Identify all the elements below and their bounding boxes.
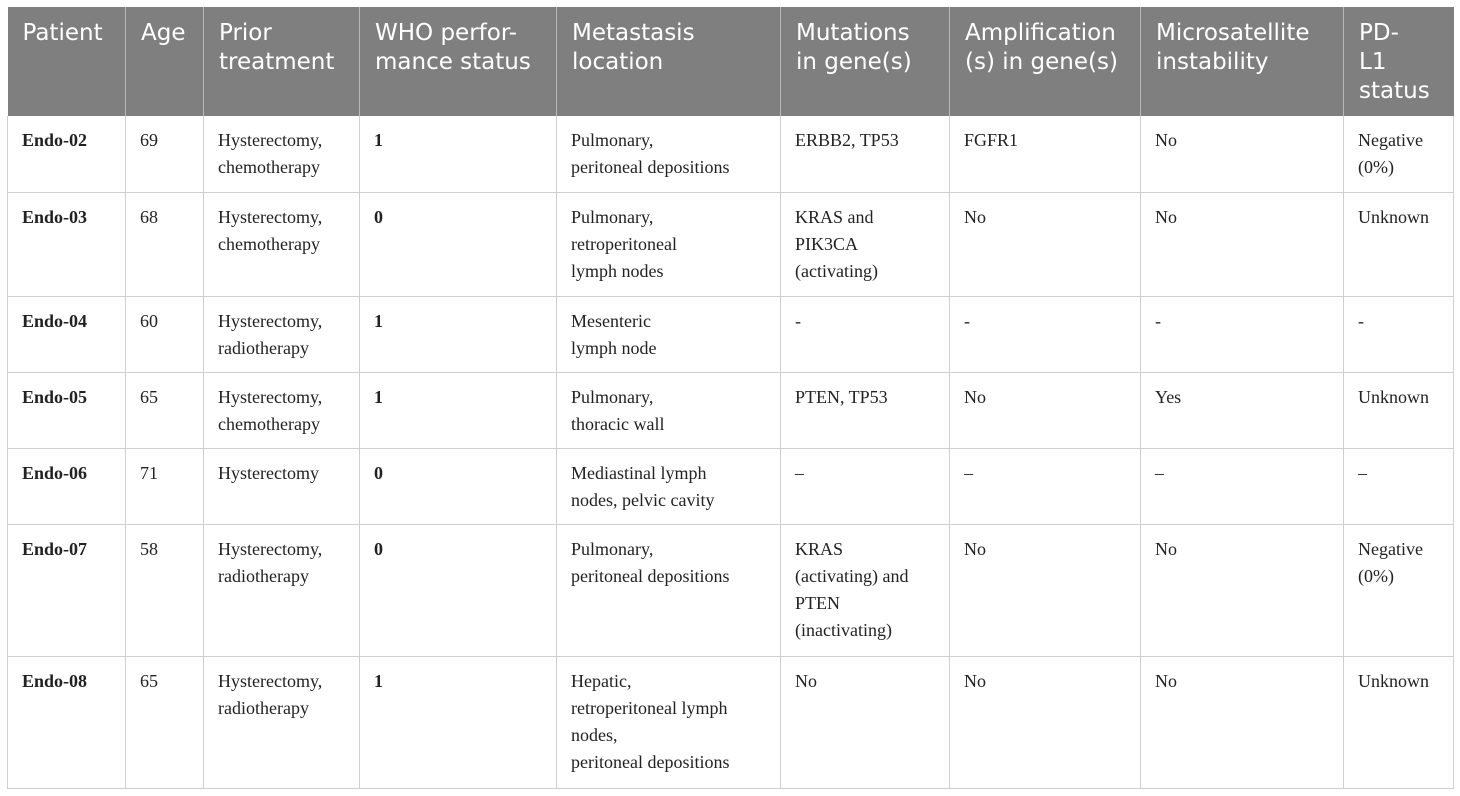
cell-mutations bbox=[781, 116, 950, 192]
cell-text: Pulmonary, bbox=[571, 386, 654, 407]
cell-pd-l1-status bbox=[1344, 296, 1454, 372]
cell-prior-treatment bbox=[204, 296, 360, 372]
cell-text: – bbox=[1155, 462, 1164, 483]
cell-text: Hepatic, bbox=[571, 670, 632, 691]
cell-text: Endo-07 bbox=[22, 538, 88, 559]
cell-amplifications bbox=[950, 116, 1141, 192]
cell-metastasis-location bbox=[557, 524, 781, 656]
table-row bbox=[8, 296, 1454, 372]
header-amplifications bbox=[950, 7, 1141, 116]
cell-text: 65 bbox=[140, 386, 158, 407]
table-row bbox=[8, 372, 1454, 448]
cell-who-performance-status bbox=[360, 656, 557, 788]
cell-text: thoracic wall bbox=[571, 413, 665, 434]
cell-text: No bbox=[1155, 130, 1177, 150]
cell-text: 58 bbox=[140, 538, 158, 559]
cell-patient bbox=[8, 448, 126, 524]
cell-microsatellite-instability bbox=[1141, 372, 1344, 448]
table-row bbox=[8, 448, 1454, 524]
cell-age bbox=[126, 296, 204, 372]
cell-text: lymph nodes bbox=[571, 260, 664, 281]
header-text: Microsatellite bbox=[1156, 20, 1310, 46]
cell-text: Yes bbox=[1155, 386, 1182, 407]
cell-prior-treatment bbox=[204, 372, 360, 448]
header-patient bbox=[8, 7, 126, 116]
cell-mutations bbox=[781, 656, 950, 788]
cell-text: peritoneal depositions bbox=[571, 751, 730, 772]
header-text: L1 bbox=[1359, 49, 1387, 75]
cell-text: 71 bbox=[140, 462, 158, 483]
cell-text: Pulmonary, bbox=[571, 538, 654, 559]
header-text: status bbox=[1359, 78, 1430, 104]
cell-patient bbox=[8, 524, 126, 656]
cell-who-performance-status bbox=[360, 296, 557, 372]
cell-text: chemotherapy bbox=[218, 157, 320, 177]
cell-text: retroperitoneal bbox=[571, 233, 677, 254]
cell-text: Hysterectomy bbox=[218, 462, 319, 483]
cell-text: chemotherapy bbox=[218, 413, 320, 434]
cell-microsatellite-instability bbox=[1141, 116, 1344, 192]
cell-who-performance-status bbox=[360, 524, 557, 656]
cell-amplifications bbox=[950, 192, 1141, 296]
cell-text: Endo-06 bbox=[22, 462, 88, 483]
header-microsatellite-instability bbox=[1141, 7, 1344, 116]
cell-text: Hysterectomy, bbox=[218, 130, 323, 150]
cell-text: FGFR1 bbox=[964, 130, 1019, 150]
cell-metastasis-location bbox=[557, 372, 781, 448]
header-metastasis-location bbox=[557, 7, 781, 116]
cell-mutations bbox=[781, 448, 950, 524]
cell-age bbox=[126, 448, 204, 524]
cell-text: (activating) bbox=[795, 260, 878, 281]
cell-text: Negative bbox=[1358, 538, 1423, 559]
header-text: (s) in gene(s) bbox=[965, 49, 1118, 75]
cell-who-performance-status bbox=[360, 448, 557, 524]
cell-prior-treatment bbox=[204, 524, 360, 656]
cell-text: retroperitoneal lymph bbox=[571, 697, 728, 718]
table-row bbox=[8, 116, 1454, 192]
cell-metastasis-location bbox=[557, 448, 781, 524]
cell-text: 1 bbox=[374, 310, 383, 331]
cell-patient bbox=[8, 116, 126, 192]
cell-text: PTEN bbox=[795, 592, 840, 613]
cell-text: Negative bbox=[1358, 130, 1423, 150]
cell-text: 69 bbox=[140, 130, 158, 150]
cell-text: peritoneal depositions bbox=[571, 565, 730, 586]
cell-who-performance-status bbox=[360, 192, 557, 296]
cell-text: ERBB2, TP53 bbox=[795, 130, 899, 150]
cell-text: No bbox=[795, 670, 817, 691]
cell-text: Mediastinal lymph bbox=[571, 462, 707, 483]
cell-text: nodes, bbox=[571, 724, 618, 745]
cell-text: – bbox=[964, 462, 973, 483]
cell-age bbox=[126, 192, 204, 296]
cell-prior-treatment bbox=[204, 448, 360, 524]
cell-amplifications bbox=[950, 296, 1141, 372]
cell-prior-treatment bbox=[204, 116, 360, 192]
cell-pd-l1-status bbox=[1344, 524, 1454, 656]
cell-microsatellite-instability bbox=[1141, 296, 1344, 372]
cell-text: No bbox=[964, 670, 986, 691]
cell-text: 65 bbox=[140, 670, 158, 691]
cell-text: Endo-08 bbox=[22, 670, 88, 691]
cell-microsatellite-instability bbox=[1141, 524, 1344, 656]
header-text: Amplification bbox=[965, 20, 1116, 46]
cell-age bbox=[126, 116, 204, 192]
header-text: instability bbox=[1156, 49, 1269, 75]
header-text: Patient bbox=[22, 20, 103, 46]
cell-text: PTEN, TP53 bbox=[795, 386, 888, 407]
header-row bbox=[8, 7, 1454, 116]
cell-text: PIK3CA bbox=[795, 233, 859, 254]
cell-age bbox=[126, 372, 204, 448]
cell-mutations bbox=[781, 192, 950, 296]
cell-text: Hysterectomy, bbox=[218, 670, 323, 691]
cell-text: KRAS and bbox=[795, 206, 874, 227]
cell-text: 68 bbox=[140, 206, 158, 227]
cell-text: chemotherapy bbox=[218, 233, 320, 254]
cell-text: No bbox=[1155, 670, 1177, 691]
cell-metastasis-location bbox=[557, 192, 781, 296]
cell-text: Unknown bbox=[1358, 670, 1429, 691]
cell-text: No bbox=[964, 206, 986, 227]
cell-text: radiotherapy bbox=[218, 697, 309, 718]
cell-who-performance-status bbox=[360, 116, 557, 192]
cell-text: peritoneal depositions bbox=[571, 157, 730, 177]
cell-text: Pulmonary, bbox=[571, 130, 654, 150]
header-who-performance-status bbox=[360, 7, 557, 116]
header-text: Age bbox=[141, 20, 186, 46]
cell-text: Mesenteric bbox=[571, 310, 651, 331]
patient-table bbox=[7, 7, 1454, 789]
cell-text: Endo-02 bbox=[22, 130, 88, 150]
cell-text: Endo-03 bbox=[22, 206, 88, 227]
cell-text: 1 bbox=[374, 670, 383, 691]
cell-patient bbox=[8, 372, 126, 448]
cell-text: Unknown bbox=[1358, 206, 1429, 227]
header-text: treatment bbox=[219, 49, 335, 75]
cell-pd-l1-status bbox=[1344, 372, 1454, 448]
cell-pd-l1-status bbox=[1344, 192, 1454, 296]
cell-text: - bbox=[1155, 310, 1161, 331]
header-pd-l1-status bbox=[1344, 7, 1454, 116]
cell-text: No bbox=[1155, 538, 1177, 559]
cell-amplifications bbox=[950, 448, 1141, 524]
table-row bbox=[8, 192, 1454, 296]
cell-text: (activating) and bbox=[795, 565, 909, 586]
table-header bbox=[8, 7, 1454, 116]
cell-text: lymph node bbox=[571, 337, 657, 358]
cell-who-performance-status bbox=[360, 372, 557, 448]
cell-patient bbox=[8, 296, 126, 372]
cell-mutations bbox=[781, 296, 950, 372]
cell-microsatellite-instability bbox=[1141, 448, 1344, 524]
cell-age bbox=[126, 524, 204, 656]
cell-text: 1 bbox=[374, 130, 383, 150]
cell-text: Hysterectomy, bbox=[218, 538, 323, 559]
cell-text: - bbox=[964, 310, 970, 331]
cell-text: Hysterectomy, bbox=[218, 206, 323, 227]
cell-pd-l1-status bbox=[1344, 116, 1454, 192]
cell-text: KRAS bbox=[795, 538, 844, 559]
header-mutations bbox=[781, 7, 950, 116]
header-text: in gene(s) bbox=[796, 49, 912, 75]
cell-text: radiotherapy bbox=[218, 337, 309, 358]
cell-amplifications bbox=[950, 524, 1141, 656]
header-text: Metastasis bbox=[572, 20, 695, 46]
cell-text: (0%) bbox=[1358, 157, 1394, 177]
cell-text: 0 bbox=[374, 462, 383, 483]
cell-patient bbox=[8, 192, 126, 296]
cell-patient bbox=[8, 656, 126, 788]
cell-text: 1 bbox=[374, 386, 383, 407]
cell-text: 60 bbox=[140, 310, 158, 331]
header-text: location bbox=[572, 49, 664, 75]
cell-text: No bbox=[1155, 206, 1177, 227]
cell-metastasis-location bbox=[557, 296, 781, 372]
header-age bbox=[126, 7, 204, 116]
cell-amplifications bbox=[950, 656, 1141, 788]
header-text: Prior bbox=[219, 20, 272, 46]
table-row bbox=[8, 524, 1454, 656]
cell-text: radiotherapy bbox=[218, 565, 309, 586]
cell-text: Hysterectomy, bbox=[218, 310, 323, 331]
cell-text: Hysterectomy, bbox=[218, 386, 323, 407]
header-text: mance status bbox=[375, 49, 531, 75]
table-body bbox=[8, 116, 1454, 788]
header-text: PD- bbox=[1359, 20, 1399, 46]
cell-text: 0 bbox=[374, 538, 383, 559]
table-row bbox=[8, 656, 1454, 788]
cell-metastasis-location bbox=[557, 116, 781, 192]
cell-age bbox=[126, 656, 204, 788]
header-prior-treatment bbox=[204, 7, 360, 116]
cell-text: No bbox=[964, 538, 986, 559]
cell-text: (inactivating) bbox=[795, 619, 892, 640]
cell-metastasis-location bbox=[557, 656, 781, 788]
cell-pd-l1-status bbox=[1344, 448, 1454, 524]
cell-text: (0%) bbox=[1358, 565, 1394, 586]
cell-prior-treatment bbox=[204, 656, 360, 788]
cell-text: - bbox=[1358, 310, 1364, 331]
cell-text: Endo-04 bbox=[22, 310, 88, 331]
cell-mutations bbox=[781, 372, 950, 448]
cell-text: nodes, pelvic cavity bbox=[571, 489, 715, 510]
cell-text: - bbox=[795, 310, 801, 331]
cell-text: Unknown bbox=[1358, 386, 1429, 407]
cell-pd-l1-status bbox=[1344, 656, 1454, 788]
cell-text: Pulmonary, bbox=[571, 206, 654, 227]
cell-text: – bbox=[795, 462, 804, 483]
cell-prior-treatment bbox=[204, 192, 360, 296]
header-text: WHO perfor- bbox=[375, 20, 518, 46]
cell-microsatellite-instability bbox=[1141, 656, 1344, 788]
cell-text: No bbox=[964, 386, 986, 407]
header-text: Mutations bbox=[796, 20, 910, 46]
cell-mutations bbox=[781, 524, 950, 656]
cell-text: Endo-05 bbox=[22, 386, 88, 407]
cell-text: 0 bbox=[374, 206, 383, 227]
cell-amplifications bbox=[950, 372, 1141, 448]
cell-microsatellite-instability bbox=[1141, 192, 1344, 296]
cell-text: – bbox=[1358, 462, 1367, 483]
